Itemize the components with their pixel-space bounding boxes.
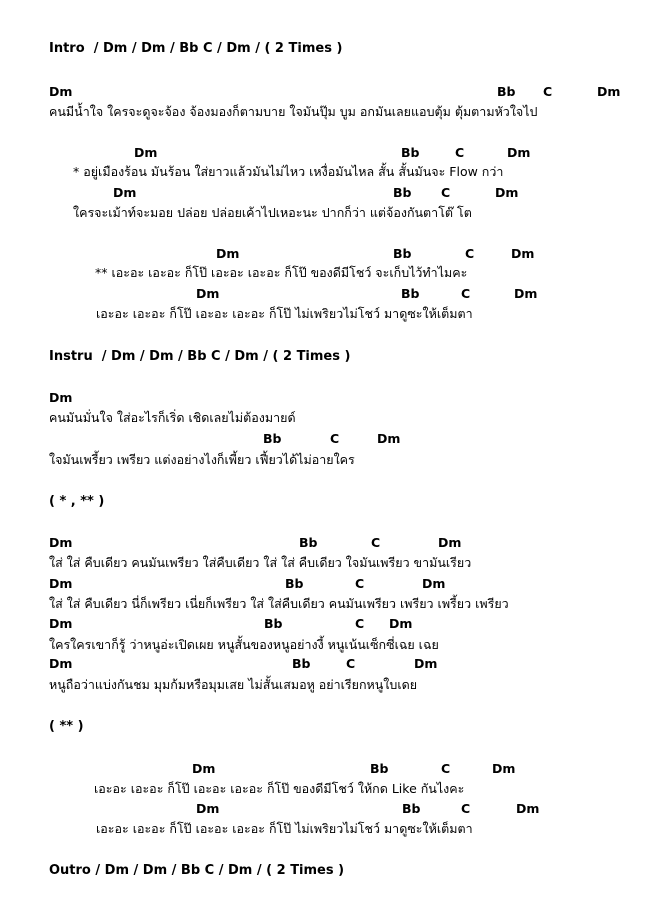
- lyric-line: ** เอะอะ เอะอะ ก็โป๊ เอะอะ เอะอะ ก็โป๊ ของดีมีโชว์ จะเก็บไว้ทำไมคะ: [95, 265, 468, 280]
- outro-line: Outro / Dm / Dm / Bb C / Dm / ( 2 Times ): [49, 863, 345, 878]
- chord: Dm: [196, 286, 220, 301]
- chord: Bb: [264, 616, 283, 631]
- chord: Dm: [49, 656, 73, 671]
- chord: C: [330, 431, 340, 446]
- chord: Dm: [422, 576, 446, 591]
- chord: Bb: [401, 145, 420, 160]
- chord: C: [461, 801, 471, 816]
- chord: Dm: [49, 535, 73, 550]
- repeat-marker: ( * , ** ): [49, 494, 105, 509]
- chord: Bb: [393, 246, 412, 261]
- chord: Dm: [49, 616, 73, 631]
- intro-line: Intro / Dm / Dm / Bb C / Dm / ( 2 Times ): [49, 41, 343, 56]
- chord: Bb: [285, 576, 304, 591]
- chord: Bb: [402, 801, 421, 816]
- chord: C: [371, 535, 381, 550]
- chord: Bb: [263, 431, 282, 446]
- chord: C: [355, 616, 365, 631]
- chord: C: [355, 576, 365, 591]
- chord: Dm: [495, 185, 519, 200]
- chord: C: [441, 761, 451, 776]
- chord: Dm: [49, 390, 73, 405]
- lyric-line: ใครใครเขาก็รู้ ว่าหนูอ่ะเปิดเผย หนูสั้นของหนูอย่างงี้ หนูเน้นเซ็กซี่เฉย เฉย: [49, 637, 439, 652]
- chord: Dm: [377, 431, 401, 446]
- chord: Dm: [49, 84, 73, 99]
- chord: Bb: [299, 535, 318, 550]
- instru-line: Instru / Dm / Dm / Bb C / Dm / ( 2 Times ): [49, 349, 351, 364]
- chord: Dm: [134, 145, 158, 160]
- repeat-marker: ( ** ): [49, 719, 84, 734]
- lyric-line: * อยู่เมืองร้อน มันร้อน ใส่ยาวแล้วมันไม่ไหว เหงื่อมันไหล สั้น สั้นมันจะ Flow กว่า: [73, 164, 504, 179]
- lyric-line: เอะอะ เอะอะ ก็โป๊ เอะอะ เอะอะ ก็โป๊ ไม่เพริยวไม่โชว์ มาดูซะให้เต็มตา: [96, 306, 473, 321]
- lyric-line: ใส่ ใส่ คืบเดียว คนมันเพรียว ใส่คืบเดียว ใส่ ใส่ คืบเดียว ใจมันเพรียว ขามันเรียว: [49, 555, 472, 570]
- chord: Dm: [216, 246, 240, 261]
- chord: Dm: [507, 145, 531, 160]
- chord: Dm: [192, 761, 216, 776]
- chord: Dm: [516, 801, 540, 816]
- chord: Dm: [389, 616, 413, 631]
- chord: Dm: [113, 185, 137, 200]
- chord: Dm: [49, 576, 73, 591]
- chord: Bb: [292, 656, 311, 671]
- chord: Dm: [597, 84, 621, 99]
- chord: Dm: [492, 761, 516, 776]
- lyric-line: หนูถือว่าแบ่งกันชม มุมก้มหรือมุมเสย ไม่สั้นเสมอหู อย่าเรียกหนูใบเดย: [49, 677, 418, 692]
- chord: Dm: [511, 246, 535, 261]
- chord: Bb: [370, 761, 389, 776]
- chord: Bb: [401, 286, 420, 301]
- lyric-line: ใจมันเพรี้ยว เพรียว แต่งอย่างไงก็เพี้ยว เฟี้ยวได้ไม่อายใคร: [49, 452, 355, 467]
- lyric-line: เอะอะ เอะอะ ก็โป๊ เอะอะ เอะอะ ก็โป๊ ไม่เพริยวไม่โชว์ มาดูซะให้เต็มตา: [96, 821, 473, 836]
- lyric-line: คนมันมั่นใจ ใส่อะไรก็เริ่ด เชิดเลยไม่ต้องมายด์: [49, 410, 296, 425]
- chord: C: [455, 145, 465, 160]
- chord: Bb: [497, 84, 516, 99]
- lyric-line: ใครจะเม้าท์จะมอย ปล่อย ปล่อยเค้าไปเหอะนะ ปากก็ว่า แต่จ้องกันตาโต๊ โต: [73, 205, 472, 220]
- chord: C: [346, 656, 356, 671]
- chord: Dm: [196, 801, 220, 816]
- chord: C: [441, 185, 451, 200]
- lyric-line: คนมีน้ำใจ ใครจะดูจะจ้อง จ้องมองก็ตามบาย ใจมันปุ๊ม บูม อกมันเลยแอบตุ้ม ตุ้มตามหัวใจไป: [49, 104, 538, 119]
- chord: Bb: [393, 185, 412, 200]
- chord: C: [543, 84, 553, 99]
- chord: C: [465, 246, 475, 261]
- chord: Dm: [514, 286, 538, 301]
- chord: C: [461, 286, 471, 301]
- lyric-line: เอะอะ เอะอะ ก็โป๊ เอะอะ เอะอะ ก็โป๊ ของดีมีโชว์ ให้กด Like กันไงคะ: [94, 781, 465, 796]
- chord: Dm: [414, 656, 438, 671]
- chord: Dm: [438, 535, 462, 550]
- lyric-line: ใส่ ใส่ คืบเดียว นี่ก็เพรียว เนี่ยก็เพรียว ใส่ ใส่คืบเดียว คนมันเพรียว เพรียว เพรี้ยว เพรียว: [49, 596, 509, 611]
